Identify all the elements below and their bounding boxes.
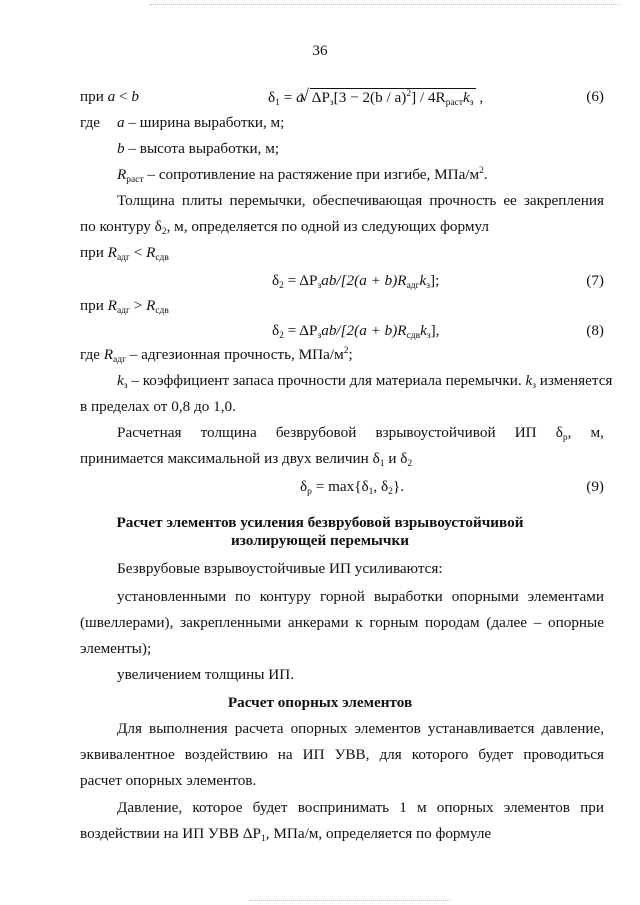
def-r-rast: $R_{раст}$ – сопротивление на растяжение при изгибе, МПа/$м^2$. xyxy=(117,166,488,185)
equation-9-number: (9) xyxy=(586,478,604,495)
para3-line3: расчет опорных элементов. xyxy=(80,772,257,789)
equation-7-number: (7) xyxy=(586,272,604,289)
eq8-condition: при $R_{адг} > R_{сдв}$ xyxy=(80,297,169,316)
list-item-1-line3: элементы); xyxy=(80,640,152,657)
scan-edge-top xyxy=(150,4,620,5)
para2-line1: Расчетная толщина безврубовой взрывоустойчивой ИП $\delta_р$, м, xyxy=(117,424,604,443)
para3-line2: эквивалентное воздействию на ИП УВВ, для которого будет проводиться xyxy=(80,746,604,763)
equation-6-number: (6) xyxy=(586,88,604,105)
list-item-1-line2: (швеллерами), закрепленными анкерами к горным породам (далее – опорные xyxy=(80,614,604,631)
para1-line2: по контуру $\delta_2$, м, определяется по одной из следующих формул xyxy=(80,218,489,237)
para2-line2: принимается максимальной из двух величин $\delta_1$ и $\delta_2$ xyxy=(80,450,413,469)
equation-7: $\delta_2 = \Delta P_зab/[2(a + b)R_{адг}k_з]$; xyxy=(272,272,440,291)
para4-line2: воздействии на ИП УВВ $\Delta P_1$, МПа/м, определяется по формуле xyxy=(80,825,492,844)
list-item-1-line1: установленными по контуру горной выработки опорными элементами xyxy=(117,588,604,605)
def-k-line2: в пределах от 0,8 до 1,0. xyxy=(80,398,236,415)
para1-line1: Толщина плиты перемычки, обеспечивающая прочность ее закрепления xyxy=(117,192,604,209)
def-k-line1: $k_з$ – коэффициент запаса прочности для материала перемычки. $k_з$ изменяется xyxy=(117,372,613,391)
equation-9: $\delta_р = \max\{\delta_1$, $\delta_2$}. xyxy=(300,478,405,497)
list-intro: Безврубовые взрывоустойчивые ИП усиливаются: xyxy=(117,560,443,577)
equation-8: $\delta_2 = \Delta P_зab/[2(a + b)R_{сдв}k_з]$, xyxy=(272,322,440,341)
eq7-condition: при $R_{адг} < R_{сдв}$ xyxy=(80,244,169,263)
def-r-adg: где $R_{адг}$ – адгезионная прочность, МПа/$м^2$; xyxy=(80,346,353,365)
para4-line1: Давление, которое будет воспринимать 1 м опорных элементов при xyxy=(117,799,604,816)
def-where-label: где xyxy=(80,114,100,131)
def-b: b – высота выработки, м; xyxy=(117,140,280,157)
section-heading-line2: изолирующей перемычки xyxy=(231,532,409,549)
subsection-heading: Расчет опорных элементов xyxy=(227,694,413,711)
def-a: a – ширина выработки, м; xyxy=(117,114,285,131)
section-heading-line1: Расчет элементов усиления безврубовой взрывоустойчивой xyxy=(116,514,524,531)
para3-line1: Для выполнения расчета опорных элементов устанавливается давление, xyxy=(117,720,604,737)
scan-edge-bottom xyxy=(250,900,450,901)
equation-6: $\delta_1 = a√$ $\Delta P_з[3 - 2(b / a)^2] / 4R_{раст}k_з$ , xyxy=(268,88,483,107)
equation-8-number: (8) xyxy=(586,322,604,339)
eq6-condition: при a < b xyxy=(80,88,140,105)
list-item-2: увеличением толщины ИП. xyxy=(117,666,294,683)
page-number: 36 xyxy=(312,42,328,59)
